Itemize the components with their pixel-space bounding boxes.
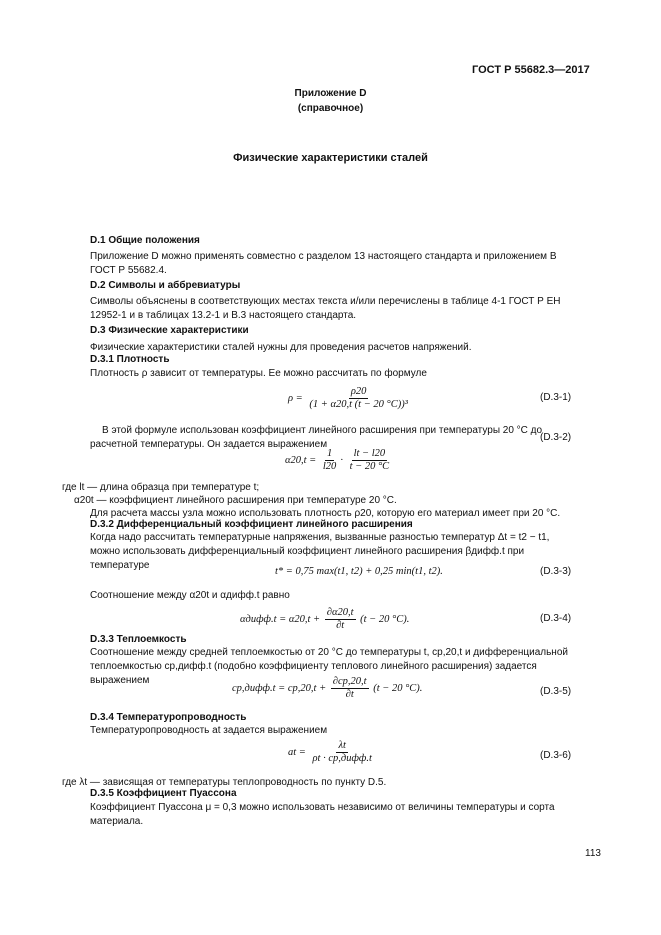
eq2-lhs: α20,t = [285, 454, 317, 466]
eq1-lhs: ρ = [288, 392, 303, 404]
section-d3-intro: Физические характеристики сталей нужны для проведения расчетов напряжений. [90, 342, 472, 353]
section-d31-text: Плотность ρ зависит от температуры. Ее можно рассчитать по формуле [90, 368, 427, 379]
eq2-number: (D.3-2) [540, 432, 572, 443]
standard-header: ГОСТ Р 55682.3—2017 [472, 64, 590, 76]
section-d34-title: D.3.4 Температуропроводность [90, 712, 247, 723]
eq6-lhs: at = [288, 746, 306, 758]
eq3-number: (D.3-3) [540, 566, 572, 577]
equation-d3-2: α20,t = $\frac{1}{l20}$ · $\frac{lt - l20}{t - 20 ^\circ C}$ [285, 448, 390, 472]
eq1-num: ρ20 [350, 386, 367, 397]
eq5-den: ∂t [345, 689, 354, 700]
section-d33-text: Соотношение между средней теплоемкостью от 20 °С до температуры t, cp,20,t и дифференциальной теплоемкостью cp,дифф.t (подобно коэффициенту теплового линейного расширения) задается выражением [90, 647, 568, 686]
section-d2-title: D.2 Символы и аббревиатуры [90, 280, 241, 291]
eq4-num: ∂α20,t [326, 607, 354, 618]
section-d3-title: D.3 Физические характеристики [90, 325, 249, 336]
section-d32-text2: Соотношение между α20t и αдифф.t равно [90, 590, 290, 601]
equation-d3-1 [288, 386, 412, 411]
eq4-tail: (t − 20 °C). [360, 613, 410, 625]
section-d1-text: Приложение D можно применять совместно с разделом 13 настоящего стандарта и приложением В ГОСТ Р 55682.4. [90, 251, 557, 276]
section-d31-title: D.3.1 Плотность [90, 354, 170, 365]
equation-d3-6 [288, 740, 376, 765]
eq2-f1-den: l20 [322, 461, 337, 472]
section-d32-text: Когда надо рассчитать температурные напряжения, вызванные разностью температур Δt = t2 − t1, можно использовать дифференциальный коэффициент линейного расширения βдифф.t при температуре [90, 532, 550, 571]
section-d33-title: D.3.3 Теплоемкость [90, 634, 187, 645]
annex-heading: Физические характеристики сталей [233, 152, 428, 164]
section-d31-text2: В этой формуле использован коэффициент линейного расширения при температуры 20 °С до расчетной температуры. Он задается выражением [90, 425, 543, 450]
equation-d3-3: t* = 0,75 max(t1, t2) + 0,25 min(t1, t2). [275, 566, 443, 577]
where-alpha: α20t — коэффициент линейного расширения при температуре 20 °С. [74, 495, 397, 506]
eq6-den: ρt · cp,дифф.t [312, 753, 372, 764]
eq2-f2-num: lt − l20 [353, 448, 386, 459]
annex-title: Приложение D [294, 88, 367, 99]
page-number: 113 [585, 848, 601, 859]
section-d1-title: D.1 Общие положения [90, 235, 200, 246]
eq1-number: (D.3-1) [540, 392, 572, 403]
eq5-number: (D.3-5) [540, 686, 572, 697]
section-d35-text: Коэффициент Пуассона μ = 0,3 можно использовать независимо от величины температуры и сорта материала. [90, 802, 555, 827]
eq1-den: (1 + α20,t (t − 20 °C))³ [309, 399, 408, 410]
annex-subtitle: (справочное) [297, 103, 364, 114]
where-lt: где lt — длина образца при температуре t; [62, 482, 260, 493]
equation-d3-4 [240, 607, 409, 632]
eq4-den: ∂t [336, 620, 345, 631]
section-d2-text: Символы объяснены в соответствующих местах текста и/или перечислены в таблице 4-1 ГОСТ Р ЕН 12952-1 и в таблицах 13.2-1 и В.3 настоящего стандарта. [90, 296, 561, 321]
section-d32-title: D.3.2 Дифференциальный коэффициент линейного расширения [90, 519, 413, 530]
eq4-lhs: αдифф.t = α20,t + [240, 613, 321, 625]
eq6-number: (D.3-6) [540, 750, 572, 761]
eq6-num: λt [338, 740, 346, 751]
eq5-tail: (t − 20 °C). [373, 682, 423, 694]
section-d35-title: D.3.5 Коэффициент Пуассона [90, 788, 237, 799]
eq2-f1-num: 1 [326, 448, 333, 459]
eq2-f2-den: t − 20 °C [349, 461, 390, 472]
equation-d3-5 [232, 676, 422, 701]
eq5-num: ∂cp,20,t [332, 676, 367, 687]
mass-note: Для расчета массы узла можно использовать плотность ρ20, которую его материал имеет при 20 °С. [90, 508, 561, 519]
section-d34-text: Температуропроводность at задается выражением [90, 725, 328, 736]
eq4-number: (D.3-4) [540, 613, 572, 624]
where-lambda: где λt — зависящая от температуры теплопроводность по пункту D.5. [62, 777, 387, 788]
eq5-lhs: cp,дифф.t = cp,20,t + [232, 682, 327, 694]
